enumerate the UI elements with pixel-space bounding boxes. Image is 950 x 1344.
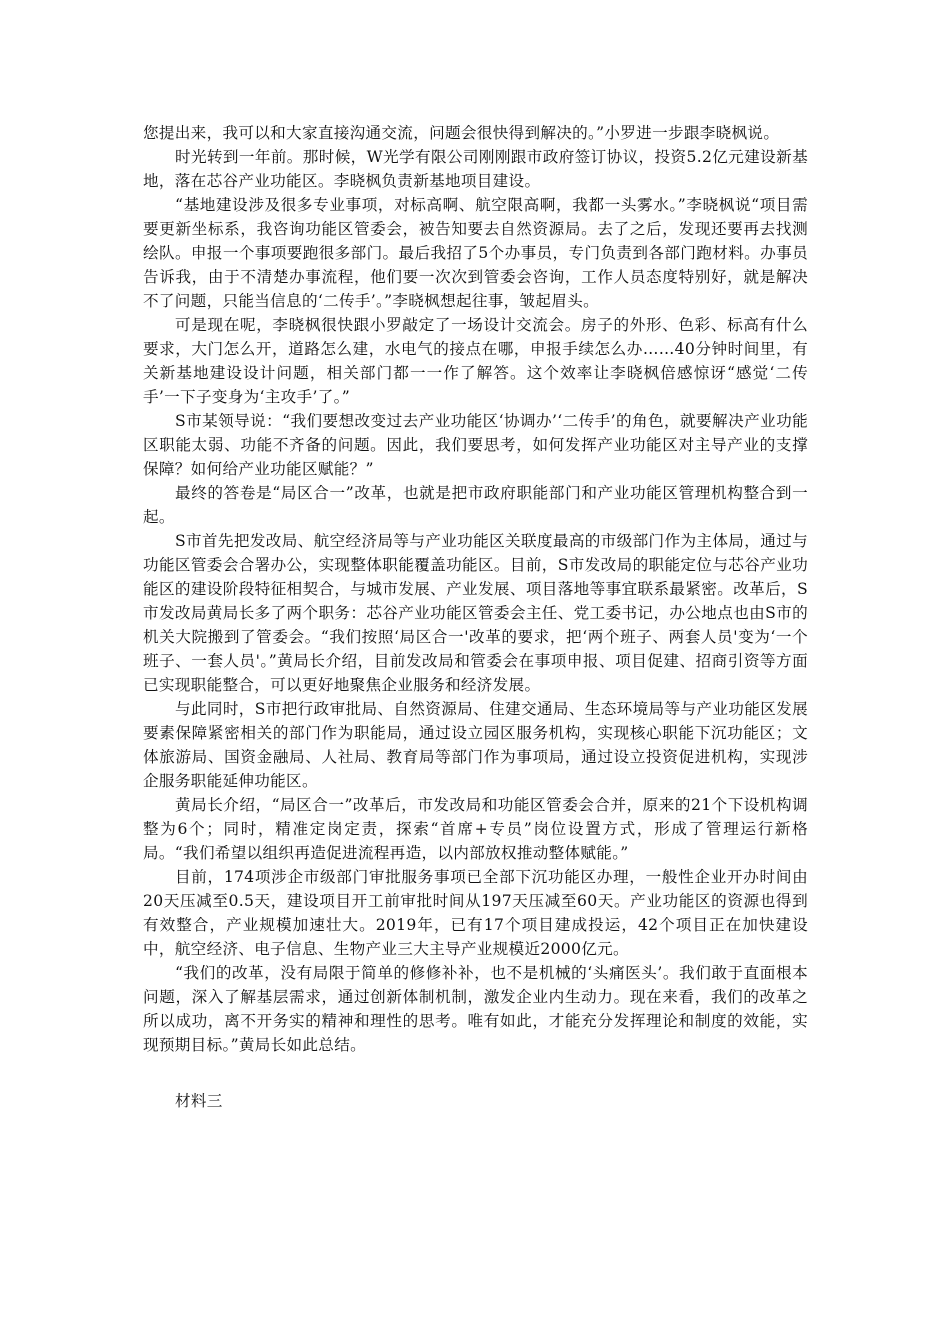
section-spacer [143, 1057, 808, 1089]
paragraph-11: “我们的改革，没有局限于简单的修修补补，也不是机械的‘头痛医头’。我们敢于直面根本问题，深入了解基层需求，通过创新体制机制，激发企业内生动力。现在来看，我们的改革之所以成功，离不开务实的精神和理性的思考。唯有如此，才能充分发挥理论和制度的效能，实现预期目标。”黄局长如此总结。 [143, 964, 808, 1054]
paragraph-4: 可是现在呢，李晓枫很快跟小罗敲定了一场设计交流会。房子的外形、色彩、标高有什么要求，大门怎么开，道路怎么建，水电气的接点在哪，申报手续怎么办……40分钟时间里，有关新基地建设设计问题，相关部门都一一作了解答。这个效率让李晓枫倍感惊讶“感觉‘二传手’一下子变身为‘主攻手’了。” [143, 316, 808, 406]
paragraph-6: 最终的答卷是“局区合一”改革，也就是把市政府职能部门和产业功能区管理机构整合到一起。 [143, 484, 808, 526]
paragraph-10: 目前，174项涉企市级部门审批服务事项已全部下沉功能区办理，一般性企业开办时间由20天压减至0.5天，建设项目开工前审批时间从197天压减至60天。产业功能区的资源也得到有效整合，产业规模加速壮大。2019年，已有17个项目建成投运，42个项目正在加快建设中，航空经济、电子信息、生物产业三大主导产业规模近2000亿元。 [143, 868, 808, 958]
section-heading: 材料三 [175, 1092, 223, 1110]
paragraph-7: S市首先把发改局、航空经济局等与产业功能区关联度最高的市级部门作为主体局，通过与功能区管委会合署办公，实现整体职能覆盖功能区。目前，S市发改局的职能定位与芯谷产业功能区的建设阶段特征相契合，与城市发展、产业发展、项目落地等事宜联系最紧密。改革后，S市发改局黄局长多了两个职务：芯谷产业功能区管委会主任、党工委书记，办公地点也由S市的机关大院搬到了管委会。“我们按照‘局区合一'改革的要求，把‘两个班子、两套人员'变为‘一个班子、一套人员'。”黄局长介绍，目前发改局和管委会在事项申报、项目促建、招商引资等方面已实现职能整合，可以更好地聚焦企业服务和经济发展。 [143, 532, 808, 694]
paragraph-3: “基地建设涉及很多专业事项，对标高啊、航空限高啊，我都一头雾水。”李晓枫说“项目需要更新坐标系，我咨询功能区管委会，被告知要去自然资源局。去了之后，发现还要再去找测绘队。申报一个事项要跑很多部门。最后我招了5个办事员，专门负责到各部门跑材料。办事员告诉我，由于不清楚办事流程，他们要一次次到管委会咨询，工作人员态度特别好，就是解决不了问题，只能当信息的‘二传手’。”李晓枫想起往事，皱起眉头。 [143, 196, 808, 310]
paragraph-1: 您提出来，我可以和大家直接沟通交流，问题会很快得到解决的。”小罗进一步跟李晓枫说。 [143, 124, 780, 142]
paragraph-8: 与此同时，S市把行政审批局、自然资源局、住建交通局、生态环境局等与产业功能区发展要素保障紧密相关的部门作为职能局，通过设立园区服务机构，实现核心职能下沉功能区；文体旅游局、国资金融局、人社局、教育局等部门作为事项局，通过设立投资促进机构，实现涉企服务职能延伸功能区。 [143, 700, 808, 790]
document-page [143, 121, 808, 1113]
paragraph-5: S市某领导说：“我们要想改变过去产业功能区‘协调办’‘二传手’的角色，就要解决产业功能区职能太弱、功能不齐备的问题。因此，我们要思考，如何发挥产业功能区对主导产业的支撑保障？如何给产业功能区赋能？” [143, 412, 808, 478]
paragraph-2: 时光转到一年前。那时候，W光学有限公司刚刚跟市政府签订协议，投资5.2亿元建设新基地，落在芯谷产业功能区。李晓枫负责新基地项目建设。 [143, 148, 808, 190]
paragraph-9: 黄局长介绍，“局区合一”改革后，市发改局和功能区管委会合并，原来的21个下设机构调整为6个；同时，精准定岗定责，探索“首席+专员”岗位设置方式，形成了管理运行新格局。“我们希望以组织再造促进流程再造，以内部放权推动整体赋能。” [143, 796, 808, 862]
